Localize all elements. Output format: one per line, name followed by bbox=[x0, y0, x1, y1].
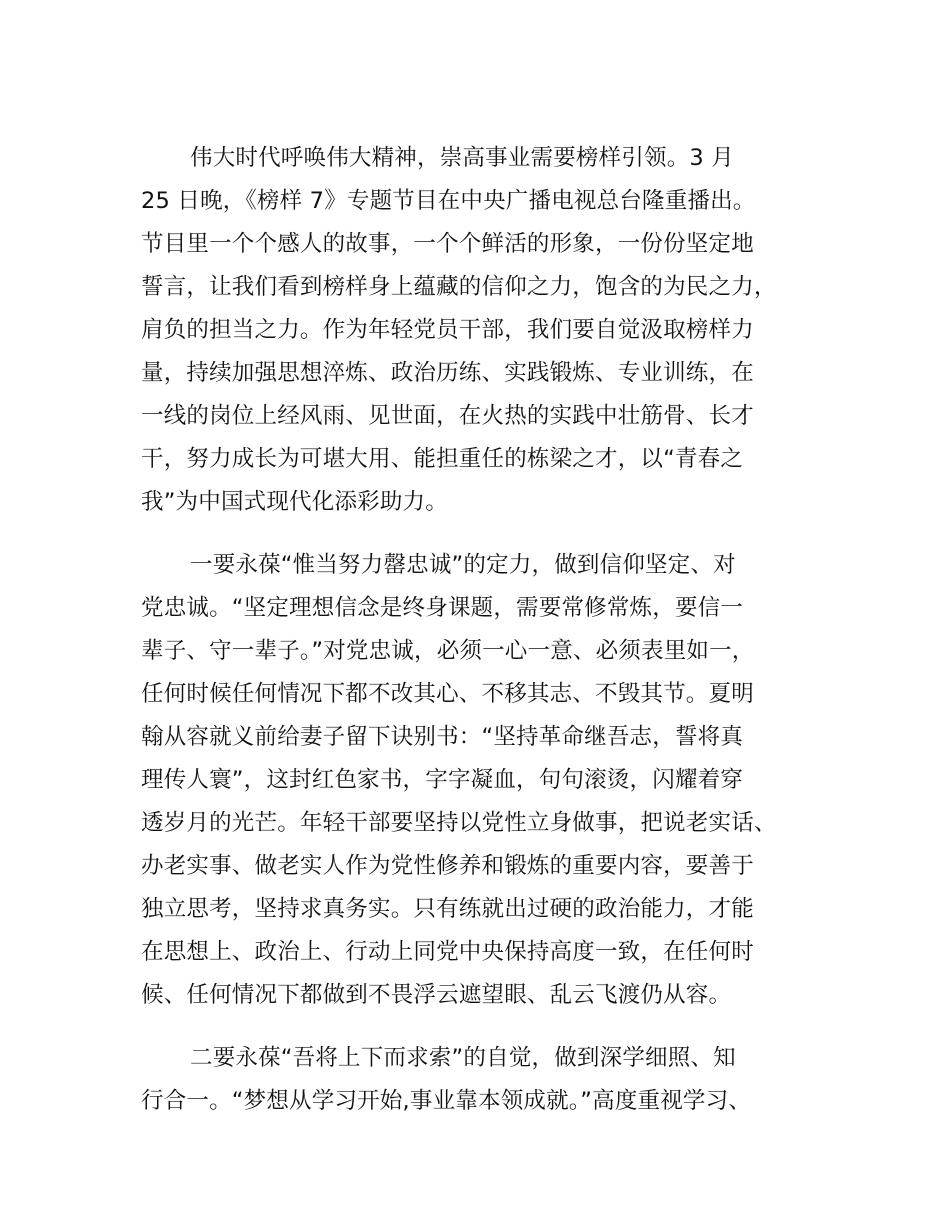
paragraph-3-line-1: 二要永葆“吾将上下而求索”的自觉，做到深学细照、知 bbox=[190, 1045, 736, 1071]
paragraph-1-line-6: 量，持续加强思想淬炼、政治历练、实践锻炼、专业训练，在 bbox=[141, 360, 754, 386]
paragraph-2-line-5: 翰从容就义前给妻子留下诀别书：“坚持革命继吾志，誓将真 bbox=[141, 724, 744, 750]
paragraph-1-line-3: 节目里一个个感人的故事，一个个鲜活的形象，一份份坚定地 bbox=[141, 231, 754, 257]
paragraph-2-line-3: 辈子、守一辈子。”对党忠诚，必须一心一意、必须表里如一， bbox=[141, 638, 755, 664]
paragraph-1-line-5: 肩负的担当之力。作为年轻党员干部，我们要自觉汲取榜样力 bbox=[141, 317, 754, 343]
paragraph-3-line-2: 行合一。“梦想从学习开始,事业靠本领成就。”高度重视学习、 bbox=[141, 1088, 752, 1114]
paragraph-2-line-1: 一要永葆“惟当努力罄忠诚”的定力，做到信仰坚定、对 bbox=[190, 552, 736, 578]
paragraph-1-line-8: 干，努力成长为可堪大用、能担重任的栋梁之才，以“青春之 bbox=[141, 446, 744, 472]
paragraph-2-line-4: 任何时候任何情况下都不改其心、不移其志、不毁其节。夏明 bbox=[141, 681, 754, 707]
paragraph-2-line-9: 独立思考，坚持求真务实。只有练就出过硬的政治能力，才能 bbox=[141, 896, 754, 922]
paragraph-2-line-2: 党忠诚。“坚定理想信念是终身课题，需要常修常炼，要信一 bbox=[141, 595, 744, 621]
paragraph-2-line-6: 理传人寰”，这封红色家书，字字凝血，句句滚烫，闪耀着穿 bbox=[141, 767, 744, 793]
paragraph-1-line-7: 一线的岗位上经风雨、见世面，在火热的实践中壮筋骨、长才 bbox=[141, 403, 754, 429]
paragraph-2-line-10: 在思想上、政治上、行动上同党中央保持高度一致，在任何时 bbox=[141, 939, 754, 965]
paragraph-1-line-2: 25 日晚，《榜样 7》专题节目在中央广播电视总台隆重播出。 bbox=[141, 188, 756, 214]
paragraph-1-line-9: 我”为中国式现代化添彩助力。 bbox=[141, 489, 448, 515]
paragraph-2-line-7: 透岁月的光芒。年轻干部要坚持以党性立身做事，把说老实话、 bbox=[141, 810, 777, 836]
paragraph-2-line-11: 候、任何情况下都做到不畏浮云遮望眼、乱云飞渡仍从容。 bbox=[141, 982, 732, 1008]
paragraph-1-line-1: 伟大时代呼唤伟大精神，崇高事业需要榜样引领。3 月 bbox=[190, 145, 734, 171]
paragraph-2-line-8: 办老实事、做老实人作为党性修养和锻炼的重要内容，要善于 bbox=[141, 853, 754, 879]
paragraph-1-line-4: 誓言，让我们看到榜样身上蕴藏的信仰之力，饱含的为民之力， bbox=[141, 274, 777, 300]
